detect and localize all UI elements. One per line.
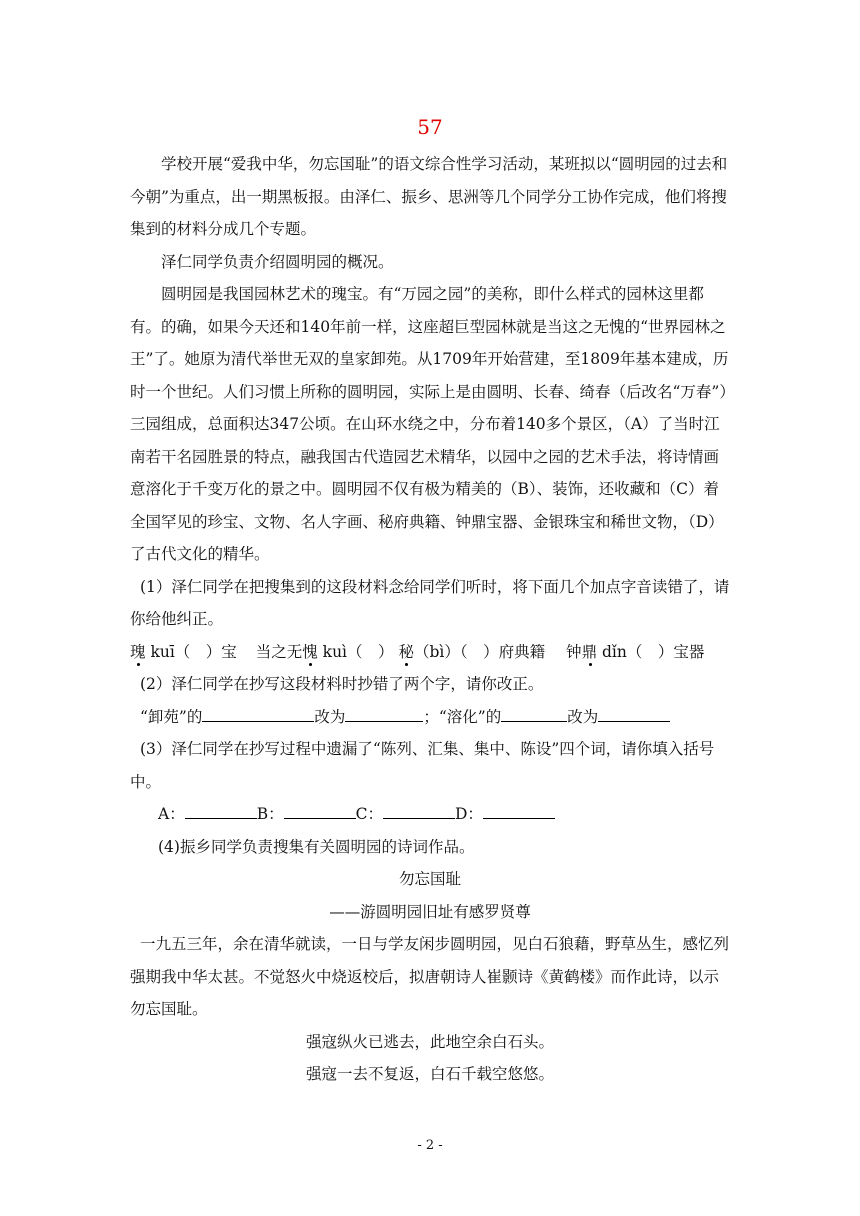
- answer-blank[interactable]: [345, 703, 423, 722]
- poem-line-2: 强寇一去不复返，白石千载空悠悠。: [305, 1065, 554, 1083]
- answer-blank-b[interactable]: [284, 800, 356, 819]
- question-2: (2）泽仁同学在抄写这段材料时抄错了两个字，请你改正。: [140, 675, 544, 693]
- task-1-heading: 泽仁同学负责介绍圆明园的概况。: [161, 252, 394, 271]
- question-2-line: “卸苑”的 改为 ；“溶化”的 改为: [130, 701, 730, 734]
- question-1-items: [130, 636, 730, 669]
- question-4: (4)振乡同学负责搜集有关圆明园的诗词作品。: [158, 837, 475, 856]
- q1-item-3: 秘（bì）（ ）府典籍: [398, 642, 546, 661]
- poem-title: 勿忘国耻: [398, 870, 461, 888]
- q1-item-1: 瑰 kuī（ ）宝: [130, 642, 237, 661]
- poem-line-1: 强寇纵火已逃去，此地空余白石头。: [305, 1032, 554, 1051]
- poem-preface: 一九五三年，余在清华就读，一日与学友闲步圆明园，见白石狼藉，野草丛生，感忆列强期我中华太甚。不觉怒火中烧返校后，拟唐朝诗人崔颢诗《黄鹤楼》而作此诗，以示勿忘国耻。: [130, 935, 730, 1018]
- answer-blank-c[interactable]: [383, 800, 455, 819]
- q1-item-4: 钟鼎 dǐn（ ）宝器: [566, 642, 705, 661]
- q1-item-2: 当之无愧 kuì（ ）: [255, 642, 394, 661]
- passage-paragraph: 圆明园是我国园林艺术的瑰宝。有“万园之园”的美称，即什么样式的园林这里都有。的确，如果今天还和140年前一样，这座超巨型园林就是当这之无愧的“世界园林之王”了。她原为清代举世无双的皇家卸苑。从1709年开始营建，至1809年基本建成，历时一个世纪。人们习惯上所称的圆明园，实际上是由圆明、长春、绮春（后改名“万春”）三园组成，总面积达347公顷。在山环水绕之中，分布着140多个景区，（A）了当时江南若干名园胜景的特点，融我国古代造园艺术精华，以园中之园的艺术手法，将诗情画意溶化于千变万化的景之中。圆明园不仅有极为精美的（B）、装饰，还收藏和（C）着全国罕见的珍宝、文物、名人字画、秘府典籍、钟鼎宝器、金银珠宝和稀世文物，（D）了古代文化的精华。: [130, 285, 729, 563]
- page-footer: - 2 -: [417, 1138, 443, 1153]
- question-3: (3）泽仁同学在抄写过程中遗漏了“陈列、汇集、集中、陈设”四个词，请你填入括号中。: [130, 740, 715, 791]
- answer-blank[interactable]: [501, 703, 567, 722]
- answer-blank[interactable]: [598, 703, 670, 722]
- answer-blank-d[interactable]: [483, 800, 555, 819]
- content: [130, 148, 730, 1091]
- page-number: 57: [417, 115, 443, 139]
- question-1: (1）泽仁同学在把搜集到的这段材料念给同学们听时，将下面几个加点字音读错了，请你给他纠正。: [130, 577, 730, 628]
- answer-blank-a[interactable]: [185, 800, 257, 819]
- intro-paragraph: 学校开展“爱我中华，勿忘国耻”的语文综合性学习活动，某班拟以“圆明园的过去和今朝”为重点，出一期黑板报。由泽仁、振乡、思洲等几个同学分工协作完成，他们将搜集到的材料分成几个专题。: [130, 155, 728, 238]
- poem-subtitle: ——游圆明园旧址有感罗贤尊: [329, 902, 531, 921]
- answer-blank[interactable]: [202, 703, 314, 722]
- question-3-blanks: A： B： C： D：: [130, 798, 730, 831]
